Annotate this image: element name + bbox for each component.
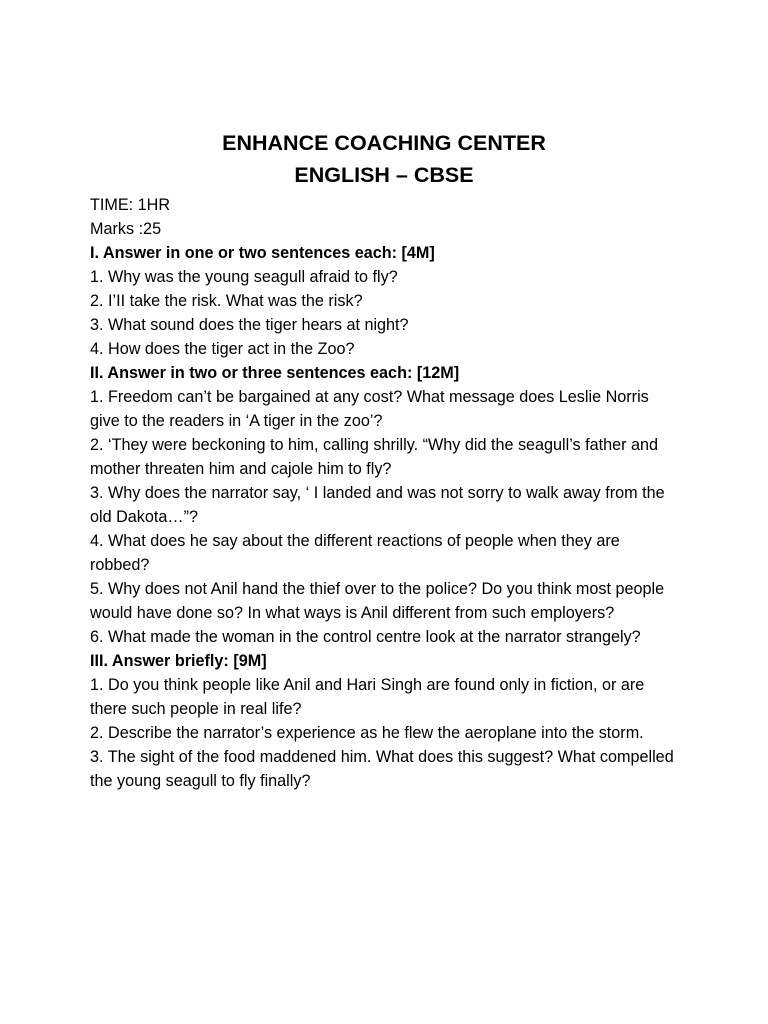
question: 2. ‘They were beckoning to him, calling shrilly. “Why did the seagull’s father and mother threaten him and cajole him to fly? bbox=[90, 436, 659, 478]
marks-info: Marks :25 bbox=[90, 220, 162, 238]
question: 1. Why was the young seagull afraid to fly? bbox=[90, 268, 398, 286]
paper-title: ENHANCE COACHING CENTER bbox=[222, 131, 546, 155]
paper-subtitle: ENGLISH – CBSE bbox=[294, 163, 474, 187]
question: 3. What sound does the tiger hears at night? bbox=[90, 316, 409, 334]
section-heading: II. Answer in two or three sentences each: [12M] bbox=[90, 364, 460, 382]
question: 2. I’II take the risk. What was the risk? bbox=[90, 292, 363, 310]
question: 2. Describe the narrator’s experience as he flew the aeroplane into the storm. bbox=[90, 724, 644, 742]
question: 4. How does the tiger act in the Zoo? bbox=[90, 340, 355, 358]
question: 3. Why does the narrator say, ‘ I landed and was not sorry to walk away from the old Dakota…”? bbox=[90, 484, 665, 526]
question: 5. Why does not Anil hand the thief over to the police? Do you think most people would have done so? In what ways is Anil different from such employers? bbox=[90, 580, 665, 622]
section-heading: I. Answer in one or two sentences each: [4M] bbox=[90, 244, 435, 262]
question: 3. The sight of the food maddened him. What does this suggest? What compelled the young seagull to fly finally? bbox=[90, 748, 674, 790]
section-heading: III. Answer briefly: [9M] bbox=[90, 652, 267, 670]
time-info: TIME: 1HR bbox=[90, 196, 171, 214]
question: 4. What does he say about the different reactions of people when they are robbed? bbox=[90, 532, 620, 574]
question-paper bbox=[90, 127, 690, 793]
question: 6. What made the woman in the control centre look at the narrator strangely? bbox=[90, 628, 641, 646]
question: 1. Do you think people like Anil and Hari Singh are found only in fiction, or are there such people in real life? bbox=[90, 676, 645, 718]
question: 1. Freedom can’t be bargained at any cost? What message does Leslie Norris give to the readers in ‘A tiger in the zoo’? bbox=[90, 388, 649, 430]
